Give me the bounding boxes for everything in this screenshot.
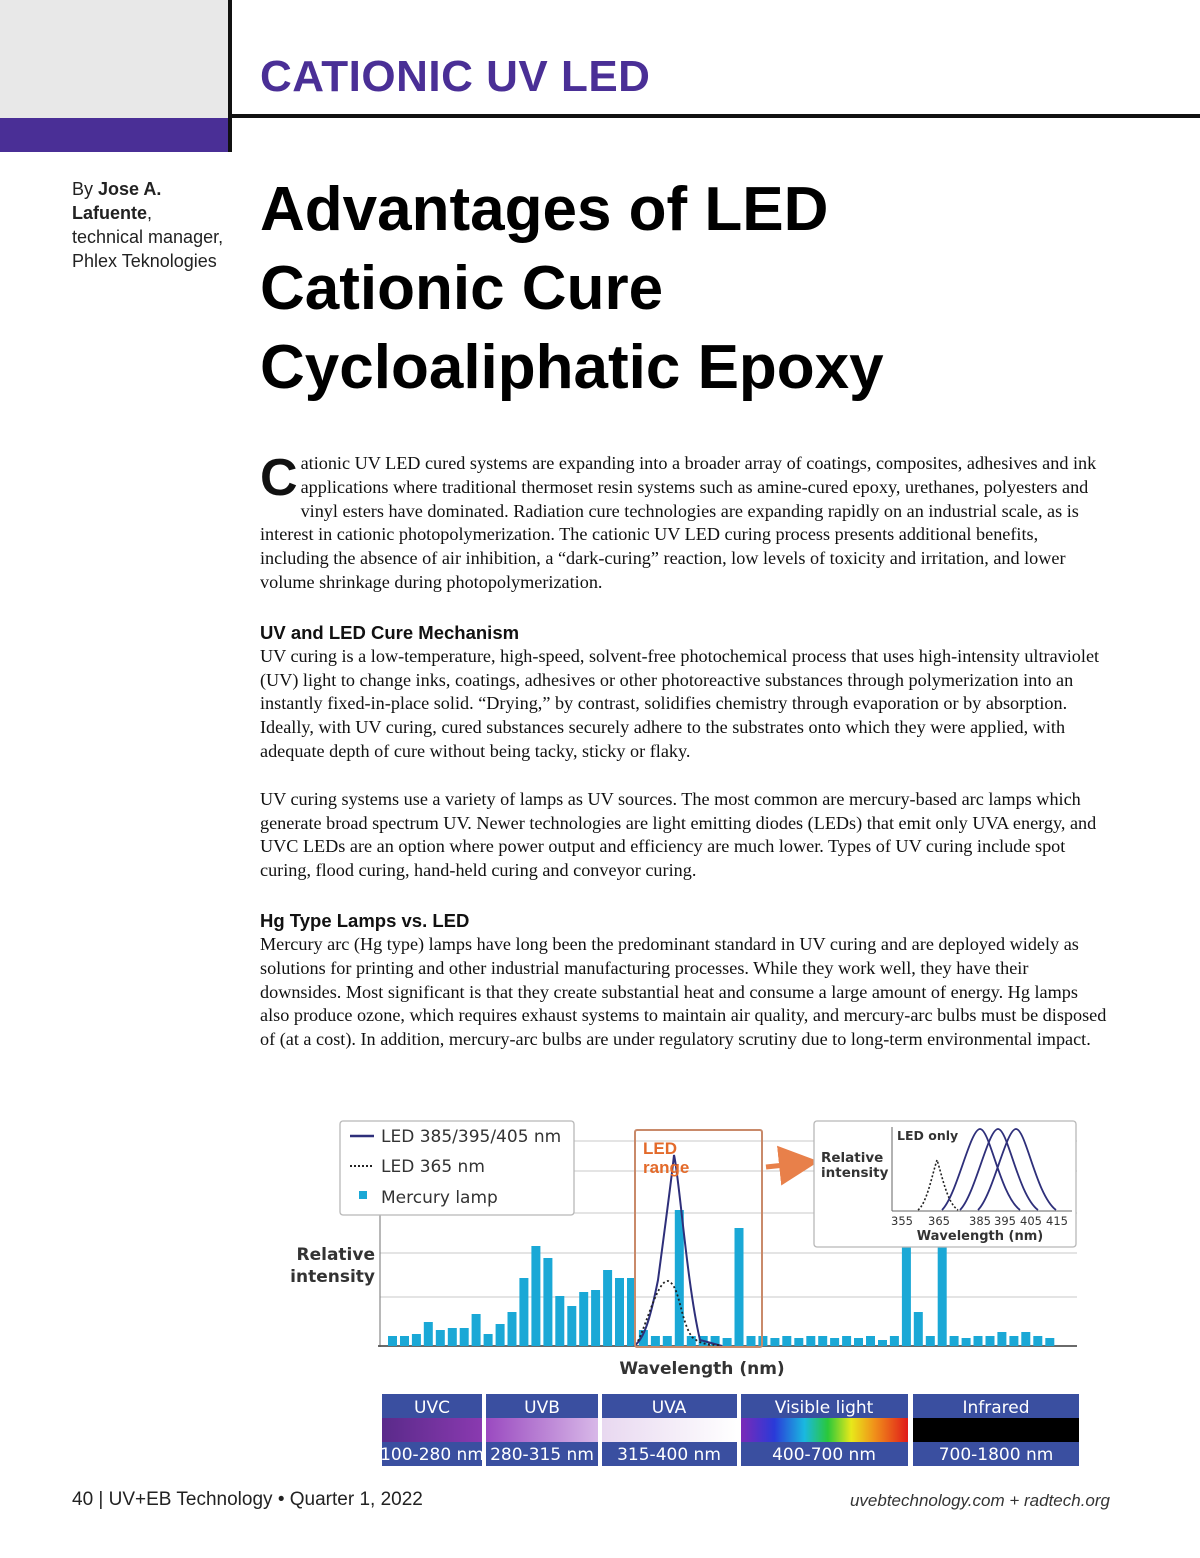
mercury-bar bbox=[854, 1338, 863, 1346]
issue-date: Quarter 1, 2022 bbox=[289, 1489, 423, 1510]
mercury-bar bbox=[747, 1336, 756, 1346]
mercury-bar bbox=[412, 1334, 421, 1346]
paragraph-uv-curing: UV curing is a low-temperature, high-speed, solvent-free photochemical process that uses high-intensity ultraviolet (UV) light to change inks, coatings, adhesives or other photoreactive substances through polymerization into an instantly fixed-in-place solid. “Drying,” by contrast, solidifies chemistry through evaporation or by absorption. Ideally, with UV curing, cured substances securely adhere to the substrates onto which they were applied, with adequate depth of cure without being tacky, sticky or flaky. bbox=[260, 645, 1100, 761]
x-axis-label: Wavelength (nm) bbox=[619, 1359, 785, 1379]
inset-tick-415: 415 bbox=[1046, 1214, 1068, 1228]
mercury-bar bbox=[962, 1338, 971, 1346]
mercury-bar bbox=[818, 1336, 827, 1346]
mercury-bar bbox=[974, 1336, 983, 1346]
inset-ylabel-1: Relative bbox=[821, 1150, 884, 1166]
band-uva-swatch bbox=[602, 1418, 737, 1442]
mercury-bar bbox=[830, 1338, 839, 1346]
inset-tick-365: 365 bbox=[928, 1214, 950, 1228]
band-uvb-swatch bbox=[486, 1418, 598, 1442]
mercury-bar bbox=[388, 1336, 397, 1346]
subhead-cure-mechanism: UV and LED Cure Mechanism bbox=[260, 621, 520, 643]
headline-line-1: Advantages of LED bbox=[260, 175, 829, 244]
mercury-bar bbox=[997, 1332, 1006, 1346]
intro-text: ationic UV LED cured systems are expanding into a broader array of coatings, composites, adhesives and ink applications where traditional thermoset resin systems such as amine-cured epoxy, urethanes, polyesters and vinyl esters have dominated. Radiation cure technologies are expanding rapidly on an industrial scale, as is interest in cationic photopolymerization. The cationic UV LED curing process presents additional benefits, including the absence of air inhibition, a “dark-curing” reaction, low levels of toxicity and irritation, and lower volume shrinkage during photopolymerization. bbox=[260, 453, 1097, 592]
led-range-label-1: LED bbox=[643, 1139, 677, 1158]
byline-comma: , bbox=[147, 203, 153, 223]
band-uvc-name: UVC bbox=[414, 1398, 450, 1418]
mercury-bar bbox=[460, 1328, 469, 1346]
inset-chart bbox=[814, 1121, 1076, 1247]
mercury-bar bbox=[436, 1330, 445, 1346]
mercury-bar bbox=[890, 1336, 899, 1346]
mercury-bar bbox=[543, 1258, 552, 1346]
band-infrared-swatch bbox=[913, 1418, 1079, 1442]
byline-prefix: By bbox=[72, 179, 99, 199]
paragraph-uv-systems: UV curing systems use a variety of lamps as UV sources. The most common are mercury-based arc lamps which generate broad spectrum UV. Newer technologies are light emitting diodes (LEDs) that emit only UVA energy, and UVC LEDs are an option where power output and efficiency are much lower. Types of UV curing include spot curing, flood curing, hand-held curing and conveyor curing. bbox=[260, 788, 1097, 881]
legend bbox=[340, 1121, 574, 1215]
mercury-bar bbox=[950, 1336, 959, 1346]
mercury-bar bbox=[938, 1236, 947, 1346]
spectrum-chart-svg bbox=[282, 1115, 1082, 1470]
section-label: CATIONIC UV LED bbox=[260, 52, 651, 101]
mercury-bar bbox=[496, 1324, 505, 1346]
mercury-bar bbox=[806, 1336, 815, 1346]
mercury-bar bbox=[519, 1278, 528, 1346]
publication-name: UV+EB Technology bbox=[108, 1489, 273, 1510]
article-body bbox=[260, 449, 1110, 1052]
y-axis-label-2: intensity bbox=[290, 1267, 375, 1287]
mercury-bar bbox=[926, 1336, 935, 1346]
mercury-bar bbox=[663, 1336, 672, 1346]
headline-line-3: Cycloaliphatic Epoxy bbox=[260, 333, 884, 402]
drop-cap: C bbox=[260, 449, 298, 507]
headline bbox=[260, 170, 1160, 407]
y-axis-label-1: Relative bbox=[296, 1245, 375, 1265]
footer-bullet: • bbox=[272, 1489, 290, 1510]
mercury-bar bbox=[484, 1334, 493, 1346]
intro-paragraph bbox=[260, 449, 1110, 595]
band-uvc-range: 100-280 nm bbox=[380, 1445, 484, 1465]
mercury-bar bbox=[472, 1314, 481, 1346]
page-number: 40 bbox=[72, 1489, 94, 1510]
mercury-bar bbox=[1021, 1332, 1030, 1346]
band-uva-name: UVA bbox=[651, 1398, 687, 1418]
legend-item-led-365: LED 365 nm bbox=[381, 1157, 485, 1177]
subhead-hg-vs-led: Hg Type Lamps vs. LED bbox=[260, 909, 470, 931]
band-visible-name: Visible light bbox=[774, 1398, 874, 1418]
footer-plus: + bbox=[1004, 1491, 1024, 1510]
legend-mercury-square-icon bbox=[359, 1191, 367, 1199]
mercury-bar bbox=[579, 1292, 588, 1346]
band-uva-range: 315-400 nm bbox=[617, 1445, 721, 1465]
mercury-bar bbox=[567, 1306, 576, 1346]
mercury-bar bbox=[878, 1340, 887, 1346]
header-corner-block bbox=[0, 0, 228, 118]
mercury-bar bbox=[531, 1246, 540, 1346]
mercury-bar bbox=[675, 1210, 684, 1346]
inset-arrow bbox=[766, 1163, 804, 1167]
mercury-bar bbox=[914, 1312, 923, 1346]
inset-tick-405: 405 bbox=[1020, 1214, 1042, 1228]
mercury-bar bbox=[986, 1336, 995, 1346]
mercury-bar bbox=[651, 1336, 660, 1346]
inset-tick-395: 395 bbox=[994, 1214, 1016, 1228]
mercury-bar bbox=[1033, 1336, 1042, 1346]
mercury-bar bbox=[424, 1322, 433, 1346]
band-visible-swatch bbox=[741, 1418, 908, 1442]
footer-separator: | bbox=[93, 1489, 109, 1510]
inset-tick-355: 355 bbox=[891, 1214, 913, 1228]
spectrum-bands bbox=[380, 1394, 1079, 1466]
mercury-bar bbox=[735, 1228, 744, 1346]
band-infrared-name: Infrared bbox=[962, 1398, 1030, 1418]
mercury-bar bbox=[1009, 1336, 1018, 1346]
mercury-bar bbox=[555, 1296, 564, 1346]
footer-left bbox=[72, 1489, 423, 1511]
mercury-bar bbox=[770, 1338, 779, 1346]
mercury-bar bbox=[448, 1328, 457, 1346]
mercury-bar bbox=[603, 1270, 612, 1346]
mercury-bar bbox=[782, 1336, 791, 1346]
footer-right bbox=[850, 1491, 1110, 1511]
byline-author: Jose A. Lafuente bbox=[72, 179, 162, 223]
mercury-bar bbox=[400, 1336, 409, 1346]
mercury-bar bbox=[1045, 1338, 1054, 1346]
inset-xlabel: Wavelength (nm) bbox=[916, 1229, 1044, 1244]
led-range-label-2: range bbox=[643, 1158, 690, 1177]
band-visible-range: 400-700 nm bbox=[772, 1445, 876, 1465]
mercury-bar bbox=[723, 1338, 732, 1346]
headline-line-2: Cationic Cure bbox=[260, 254, 664, 323]
byline bbox=[72, 177, 237, 273]
mercury-bar bbox=[508, 1312, 517, 1346]
band-infrared-range: 700-1800 nm bbox=[938, 1445, 1054, 1465]
header-accent-bar bbox=[0, 118, 228, 152]
mercury-bar bbox=[615, 1278, 624, 1346]
byline-role: technical manager, bbox=[72, 227, 224, 247]
footer-site-1[interactable]: uvebtechnology.com bbox=[849, 1491, 1005, 1510]
band-uvb-range: 280-315 nm bbox=[490, 1445, 594, 1465]
band-uvc-swatch bbox=[382, 1418, 482, 1442]
inset-ylabel-2: intensity bbox=[821, 1165, 889, 1181]
header-horizontal-rule bbox=[228, 114, 1200, 118]
legend-item-led-385: LED 385/395/405 nm bbox=[381, 1127, 562, 1147]
footer-site-2[interactable]: radtech.org bbox=[1024, 1491, 1110, 1510]
paragraph-mercury-arc: Mercury arc (Hg type) lamps have long been the predominant standard in UV curing and are deployed widely as solutions for printing and other industrial manufacturing processes. While they work well, they have their downsides. Most significant is that they create substantial heat and consume a large amount of energy. Hg lamps also produce ozone, which requires exhaust systems to maintain air quality, and mercury-arc bulbs must be disposed of (at a cost). In addition, mercury-arc bulbs are under regulatory scrutiny due to long-term environmental impact. bbox=[260, 933, 1107, 1050]
mercury-bar bbox=[591, 1290, 600, 1346]
inset-tick-385: 385 bbox=[969, 1214, 991, 1228]
header-vertical-rule bbox=[228, 0, 232, 152]
mercury-bar bbox=[866, 1336, 875, 1346]
mercury-bar bbox=[794, 1338, 803, 1346]
mercury-bar bbox=[842, 1336, 851, 1346]
byline-company: Phlex Teknologies bbox=[72, 251, 217, 271]
band-uvb-name: UVB bbox=[524, 1398, 560, 1418]
spectrum-figure bbox=[282, 1115, 1082, 1470]
legend-item-mercury: Mercury lamp bbox=[381, 1188, 498, 1208]
inset-title: LED only bbox=[897, 1128, 959, 1143]
